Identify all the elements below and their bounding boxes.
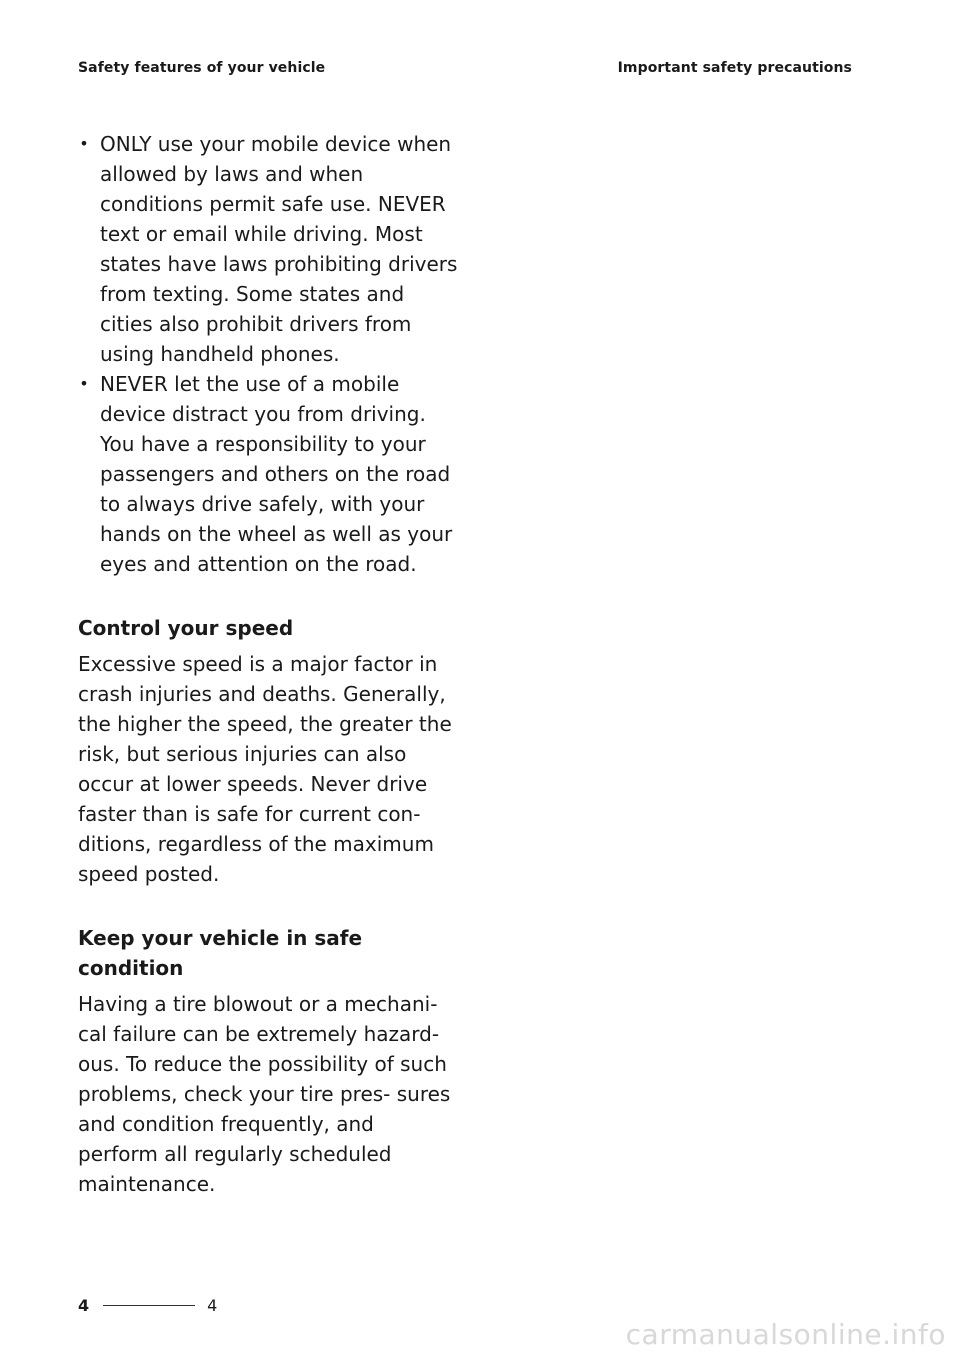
running-header-section: Safety features of your vehicle [78, 60, 326, 76]
bullet-icon: • [79, 374, 89, 393]
page-number-left: 4 [78, 1295, 90, 1315]
bullet-list [78, 129, 458, 579]
section-body-condition: Having a tire blowout or a mechani- cal failure can be extremely hazard- ous. To reduce the possibility of such problems, check your tire pres- sures and condition frequently, and perform all regularly scheduled maintenance. [78, 992, 451, 1196]
page-number-right: 4 [207, 1295, 218, 1315]
section-body-speed: Excessive speed is a major factor in crash injuries and deaths. Generally, the higher the speed, the greater the risk, but serious injuries can also occur at lower speeds. Never drive faster than is safe for current con- ditions, regardless of the maximum speed posted. [78, 652, 452, 886]
page-footer [78, 1290, 217, 1320]
watermark: carmanualsonline.info [625, 1318, 946, 1351]
bullet-text: ONLY use your mobile device when allowed by laws and when conditions permit safe use. NEVER text or email while driving. Most states have laws prohibiting drivers from texting. Some states and cities also prohibit drivers from using handheld phones. [100, 132, 458, 366]
footer-divider [103, 1305, 195, 1306]
bullet-icon: • [79, 134, 89, 153]
bullet-text: NEVER let the use of a mobile device distract you from driving. You have a responsibility to your passengers and others on the road to always drive safely, with your hands on the wheel as well as your eyes and attention on the road. [100, 372, 453, 576]
list-item [78, 369, 458, 579]
running-header-chapter: Important safety precautions [617, 60, 852, 76]
section-heading-condition: Keep your vehicle in safe condition [78, 926, 363, 980]
text-column [78, 129, 458, 1199]
section-heading-speed: Control your speed [78, 616, 294, 640]
list-item [78, 129, 458, 369]
